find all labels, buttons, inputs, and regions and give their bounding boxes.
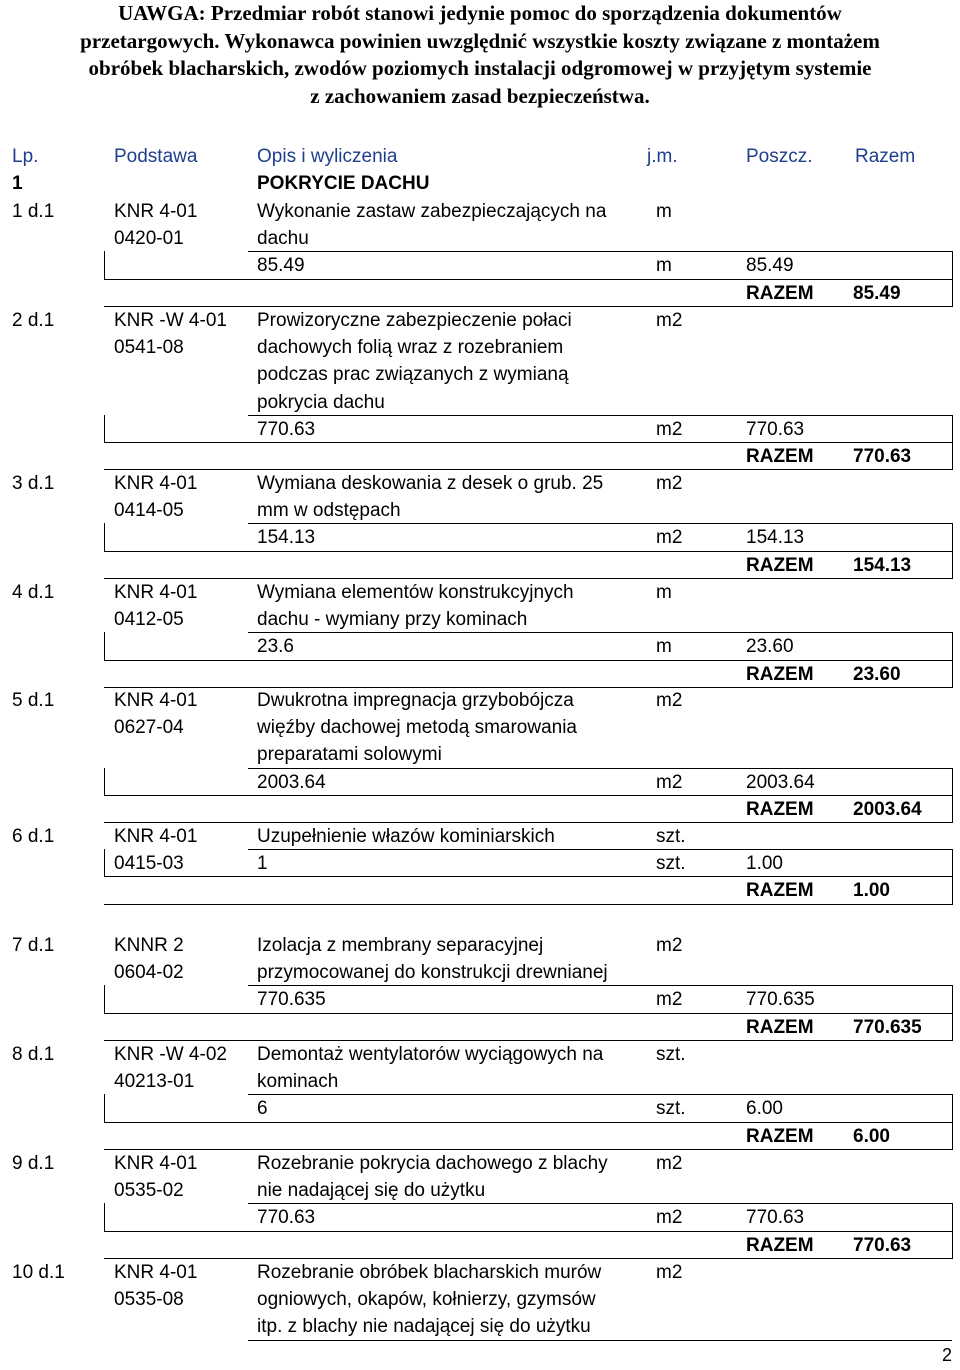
item-partial-total: 770.63 (746, 1207, 805, 1229)
item-calculation: 770.63 (257, 1207, 316, 1229)
item-total-value: 6.00 (853, 1125, 890, 1147)
item-partial-total: 85.49 (746, 255, 794, 277)
row-rule (248, 1203, 952, 1204)
disclaimer-note (20, 0, 940, 110)
item-unit: szt. (656, 1044, 686, 1065)
item-total-value: 154.13 (853, 554, 912, 576)
item-description: ogniowych, okapów, kołnierzy, gzymsów (257, 1289, 596, 1311)
item-description: przymocowanej do konstrukcji drewnianej (257, 962, 608, 984)
item-number: 10 d.1 (12, 1262, 65, 1283)
item-basis: 0535-02 (114, 1180, 184, 1202)
item-total-value: 770.635 (853, 1016, 922, 1038)
header-opis: Opis i wyliczenia (257, 146, 398, 167)
item-number: 3 d.1 (12, 473, 55, 494)
item-unit: m2 (656, 473, 683, 494)
item-total-label: RAZEM (746, 554, 814, 576)
item-total-label: RAZEM (746, 282, 814, 304)
item-number: 5 d.1 (12, 690, 55, 711)
section-title: POKRYCIE DACHU (257, 173, 430, 194)
item-description: itp. z blachy nie nadającej się do użytku (257, 1316, 591, 1338)
item-description: pokrycia dachu (257, 391, 385, 413)
item-calculation: 154.13 (257, 527, 316, 549)
item-calculation-unit: szt. (656, 853, 686, 875)
item-calculation-unit: m2 (656, 527, 683, 549)
item-basis: 0535-08 (114, 1289, 184, 1311)
item-partial-total: 23.60 (746, 636, 794, 658)
disclaimer-line: przetargowych. Wykonawca powinien uwzględnić wszystkie koszty związane z montażem (80, 28, 880, 53)
item-calculation: 1 (257, 853, 268, 875)
item-description: podczas prac związanych z wymianą (257, 364, 569, 386)
item-calculation-unit: m2 (656, 989, 683, 1011)
item-total-label: RAZEM (746, 1125, 814, 1147)
item-partial-total: 6.00 (746, 1098, 783, 1120)
item-description: dachu - wymiany przy kominach (257, 609, 528, 631)
item-total-value: 770.63 (853, 446, 912, 467)
item-total-value: 85.49 (853, 282, 901, 304)
row-rule (104, 904, 952, 905)
item-basis: 40213-01 (114, 1071, 195, 1093)
item-description: Wykonanie zastaw zabezpieczających na (257, 201, 607, 222)
item-description: Uzupełnienie włazów kominiarskich (257, 826, 555, 847)
header-lp: Lp. (12, 146, 39, 167)
item-basis: KNR 4-01 (114, 201, 198, 222)
item-calculation: 770.635 (257, 989, 326, 1011)
item-total-label: RAZEM (746, 446, 814, 467)
row-rule (248, 849, 952, 850)
item-basis: KNR -W 4-01 (114, 310, 227, 331)
row-rule (104, 660, 952, 661)
item-number: 7 d.1 (12, 935, 55, 956)
row-rule (104, 442, 952, 443)
row-rule (104, 1231, 952, 1232)
row-rule (104, 279, 952, 280)
item-total-value: 770.63 (853, 1234, 912, 1256)
item-total-value: 23.60 (853, 663, 901, 685)
item-basis: 0414-05 (114, 500, 184, 522)
item-partial-total: 2003.64 (746, 771, 815, 793)
row-rule (952, 985, 953, 1040)
item-basis: 0412-05 (114, 609, 184, 631)
item-total-label: RAZEM (746, 1016, 814, 1038)
item-total-label: RAZEM (746, 1234, 814, 1256)
row-rule (104, 1203, 105, 1231)
item-total-label: RAZEM (746, 663, 814, 685)
item-calculation-unit: m2 (656, 1207, 683, 1229)
item-basis: KNNR 2 (114, 935, 184, 956)
row-rule (952, 1094, 953, 1149)
row-rule (248, 251, 952, 252)
row-rule (104, 876, 952, 877)
item-basis: 0541-08 (114, 337, 184, 359)
item-calculation-unit: szt. (656, 1098, 686, 1120)
disclaimer-line: z zachowaniem zasad bezpieczeństwa. (310, 83, 650, 108)
item-description: Rozebranie pokrycia dachowego z blachy (257, 1153, 608, 1174)
section-number: 1 (12, 173, 23, 194)
item-unit: m2 (656, 1262, 683, 1283)
item-description: nie nadającej się do użytku (257, 1180, 486, 1202)
item-description: dachu (257, 228, 309, 250)
row-rule (952, 1203, 953, 1258)
row-rule (104, 1013, 952, 1014)
item-total-value: 1.00 (853, 880, 890, 902)
item-unit: m2 (656, 935, 683, 956)
item-description: Prowizoryczne zabezpieczenie połaci (257, 310, 572, 331)
row-rule (952, 768, 953, 823)
item-basis: KNR 4-01 (114, 690, 198, 711)
row-rule (104, 1094, 105, 1122)
item-description: Dwukrotna impregnacja grzybobójcza (257, 690, 574, 711)
header-podstawa: Podstawa (114, 146, 198, 167)
item-partial-total: 770.63 (746, 418, 805, 440)
item-number: 6 d.1 (12, 826, 55, 847)
item-basis: KNR 4-01 (114, 582, 198, 603)
header-jm: j.m. (647, 146, 678, 167)
item-calculation: 6 (257, 1098, 268, 1120)
item-basis: KNR -W 4-02 (114, 1044, 227, 1065)
disclaimer-line: obróbek blacharskich, zwodów poziomych instalacji odgromowej w przyjętym systemie (88, 56, 872, 80)
item-calculation: 23.6 (257, 636, 294, 658)
row-rule (952, 632, 953, 687)
item-unit: m (656, 582, 672, 603)
item-partial-total: 154.13 (746, 527, 805, 549)
row-rule (104, 251, 105, 279)
item-calculation-unit: m (656, 255, 672, 277)
item-total-label: RAZEM (746, 880, 814, 902)
row-rule (104, 632, 105, 660)
item-basis: 0604-02 (114, 962, 184, 984)
item-unit: szt. (656, 826, 686, 847)
item-unit: m2 (656, 1153, 683, 1174)
disclaimer-line: UAWGA: Przedmiar robót stanowi jedynie pomoc do sporządzenia dokumentów (118, 1, 842, 25)
item-basis: 0627-04 (114, 717, 184, 739)
item-description: kominach (257, 1071, 339, 1093)
item-description: Demontaż wentylatorów wyciągowych na (257, 1044, 604, 1065)
item-basis: KNR 4-01 (114, 1262, 198, 1283)
item-basis: 0420-01 (114, 228, 184, 250)
row-rule (104, 1122, 952, 1123)
item-calculation-unit: m (656, 636, 672, 658)
item-unit: m (656, 201, 672, 222)
row-rule (104, 523, 105, 551)
item-description: preparatami solowymi (257, 744, 442, 766)
item-total-value: 2003.64 (853, 798, 922, 820)
row-rule (952, 415, 953, 470)
item-unit: m2 (656, 690, 683, 711)
row-rule (952, 849, 953, 904)
row-rule (248, 1340, 952, 1341)
row-rule (248, 985, 952, 986)
row-rule (952, 251, 953, 306)
row-rule (104, 768, 105, 796)
item-description: Wymiana elementów konstrukcyjnych (257, 582, 574, 603)
item-calculation-unit: m2 (656, 418, 683, 440)
row-rule (248, 1094, 952, 1095)
item-number: 2 d.1 (12, 310, 55, 331)
item-description: Rozebranie obróbek blacharskich murów (257, 1262, 602, 1283)
item-description: więźby dachowej metodą smarowania (257, 717, 577, 739)
item-basis: KNR 4-01 (114, 473, 198, 494)
item-description: dachowych folią wraz z rozebraniem (257, 337, 564, 359)
row-rule (248, 523, 952, 524)
item-number: 4 d.1 (12, 582, 55, 603)
page-number: 2 (941, 1345, 952, 1365)
item-partial-total: 1.00 (746, 853, 783, 875)
row-rule (248, 768, 952, 769)
header-poszcz: Poszcz. (746, 146, 813, 167)
item-total-label: RAZEM (746, 798, 814, 820)
item-calculation-unit: m2 (656, 771, 683, 793)
item-calculation: 770.63 (257, 418, 316, 440)
item-calculation: 2003.64 (257, 771, 326, 793)
row-rule (104, 795, 952, 796)
item-partial-total: 770.635 (746, 989, 815, 1011)
item-calculation: 85.49 (257, 255, 305, 277)
header-razem: Razem (855, 146, 916, 167)
item-description: mm w odstępach (257, 500, 401, 522)
row-rule (952, 523, 953, 578)
row-rule (104, 415, 105, 443)
item-unit: m2 (656, 310, 683, 331)
row-rule (104, 551, 952, 552)
row-rule (248, 632, 952, 633)
item-basis: 0415-03 (114, 853, 184, 875)
row-rule (248, 415, 952, 416)
row-rule (104, 985, 105, 1013)
item-number: 8 d.1 (12, 1044, 55, 1065)
item-basis: KNR 4-01 (114, 826, 198, 847)
row-rule (104, 849, 105, 877)
item-number: 9 d.1 (12, 1153, 55, 1174)
item-description: Wymiana deskowania z desek o grub. 25 (257, 473, 604, 494)
item-description: Izolacja z membrany separacyjnej (257, 935, 544, 956)
item-number: 1 d.1 (12, 201, 55, 222)
item-basis: KNR 4-01 (114, 1153, 198, 1174)
